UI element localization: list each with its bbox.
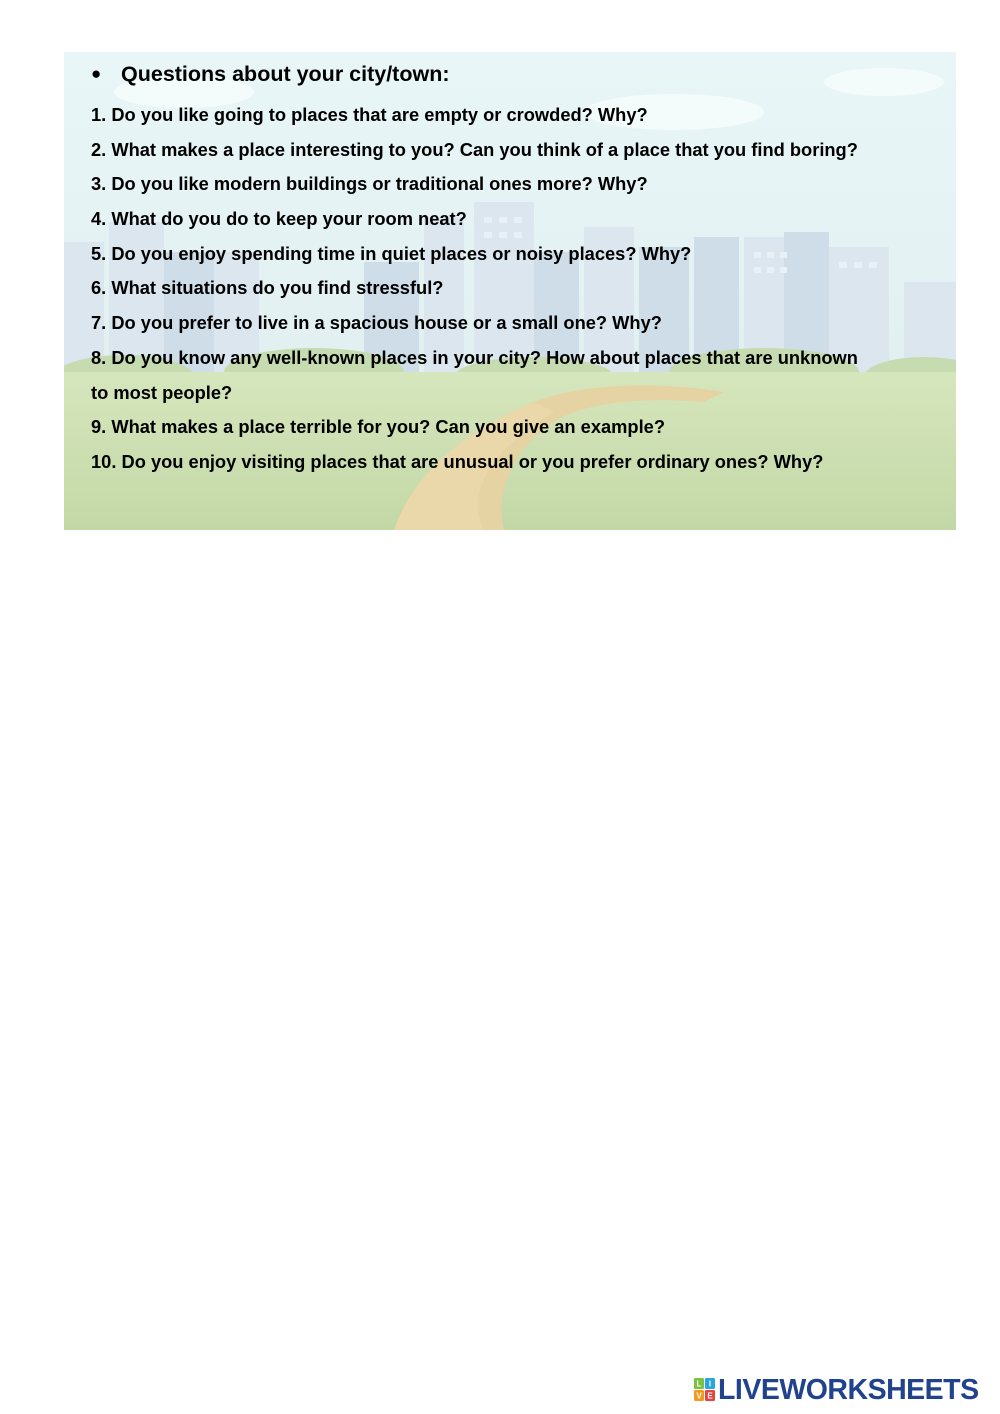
questions-text-block	[64, 52, 956, 530]
logo-mark-letter-e: E	[707, 1391, 713, 1401]
heading-text: Questions about your city/town:	[121, 62, 450, 86]
question-2: 2. What makes a place interesting to you? Can you think of a place that you find boring?	[91, 139, 858, 160]
liveworksheets-logo-icon	[694, 1378, 716, 1402]
question-4: 4. What do you do to keep your room neat?	[91, 208, 467, 229]
questions-card	[64, 52, 956, 530]
question-1: 1. Do you like going to places that are empty or crowded? Why?	[91, 104, 648, 125]
logo-mark-letter-i: I	[708, 1379, 712, 1389]
logo-mark-letter-v: V	[696, 1391, 702, 1401]
logo-text: LIVEWORKSHEETS	[718, 1374, 979, 1406]
bullet-icon: ●	[91, 64, 102, 83]
question-8: 8. Do you know any well-known places in your city? How about places that are unknown	[91, 347, 858, 368]
logo-mark-letter-l: L	[696, 1379, 702, 1389]
question-5: 5. Do you enjoy spending time in quiet places or noisy places? Why?	[91, 243, 692, 264]
question-6: 6. What situations do you find stressful?	[91, 277, 444, 298]
question-9: 9. What makes a place terrible for you? Can you give an example?	[91, 416, 666, 437]
question-8-continued: to most people?	[91, 382, 233, 403]
questions-heading	[91, 62, 449, 87]
question-10: 10. Do you enjoy visiting places that are unusual or you prefer ordinary ones? Why?	[91, 451, 824, 472]
liveworksheets-logo	[694, 1375, 979, 1405]
question-3: 3. Do you like modern buildings or traditional ones more? Why?	[91, 173, 648, 194]
question-7: 7. Do you prefer to live in a spacious house or a small one? Why?	[91, 312, 662, 333]
